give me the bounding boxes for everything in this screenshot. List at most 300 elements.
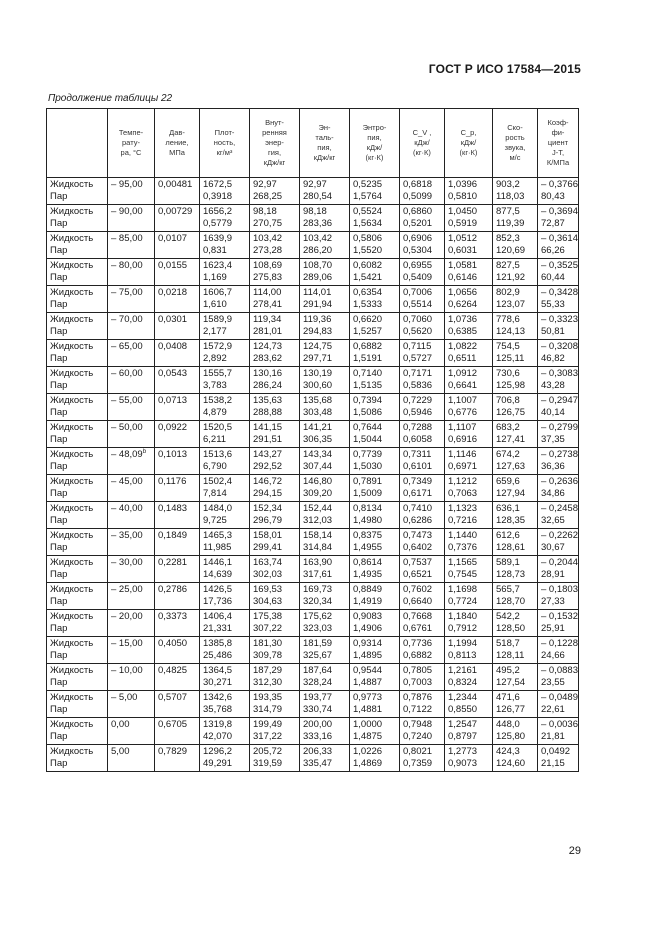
temperature-cell-value: 5,00 (111, 746, 130, 757)
sound-speed-cell (493, 556, 538, 583)
entropy-cell (350, 286, 400, 313)
jt-coefficient-cell (538, 691, 579, 718)
jt-coefficient-cell-value: 72,87 (541, 218, 565, 229)
column-header-line: J-T, (551, 148, 565, 157)
sound-speed-cell-value: 119,39 (496, 218, 525, 229)
page-number: 29 (568, 845, 581, 857)
phase-cell (47, 259, 108, 286)
jt-coefficient-cell-value: 40,14 (541, 407, 565, 418)
entropy-cell-value: 1,5009 (353, 488, 383, 499)
jt-coefficient-cell-value: 22,61 (541, 704, 565, 715)
cp-cell-value: 1,1840 (448, 611, 478, 622)
jt-coefficient-cell-value: 60,44 (541, 272, 565, 283)
column-header-line: Ско- (507, 123, 523, 132)
internal-energy-cell-value: 286,24 (253, 380, 283, 391)
jt-coefficient-cell (538, 448, 579, 475)
enthalpy-cell-value: 193,77 (303, 692, 333, 703)
cv-cell-value: 0,7805 (403, 665, 433, 676)
entropy-cell-value: 0,6882 (353, 341, 383, 352)
density-cell-value: 11,985 (203, 542, 232, 553)
density-cell-value: 1484,0 (203, 503, 233, 514)
cp-cell-value: 1,2773 (448, 746, 478, 757)
table-row (47, 340, 579, 367)
cv-cell-value: 0,6818 (403, 179, 433, 190)
cp-cell (445, 664, 493, 691)
phase-cell-value: Пар (50, 650, 68, 661)
enthalpy-cell (300, 394, 350, 421)
phase-cell-value: Пар (50, 488, 68, 499)
cp-cell-value: 1,2161 (448, 665, 478, 676)
entropy-cell-value: 1,5086 (353, 407, 383, 418)
cv-cell-value: 0,6955 (403, 260, 433, 271)
cv-cell-value: 0,7602 (403, 584, 433, 595)
phase-cell (47, 745, 108, 772)
internal-energy-cell-value: 304,63 (253, 596, 283, 607)
cp-cell-value: 1,1007 (448, 395, 478, 406)
column-header-line: пия, (367, 133, 382, 142)
cv-cell-value: 0,6761 (403, 623, 433, 634)
enthalpy-cell (300, 529, 350, 556)
phase-cell-value: Жидкость (50, 341, 94, 352)
temperature-cell-value: – 85,00 (111, 233, 143, 244)
entropy-cell-value: 0,5806 (353, 233, 383, 244)
pressure-cell (155, 691, 200, 718)
cp-cell-value: 0,6971 (448, 461, 478, 472)
enthalpy-cell-value: 323,03 (303, 623, 333, 634)
cp-cell (445, 286, 493, 313)
density-cell-value: 30,271 (203, 677, 233, 688)
column-header-line: кДж/ (366, 143, 383, 152)
pressure-cell (155, 205, 200, 232)
cp-cell (445, 502, 493, 529)
jt-coefficient-cell (538, 286, 579, 313)
internal-energy-cell (250, 691, 300, 718)
sound-speed-cell-value: 125,98 (496, 380, 526, 391)
entropy-cell-value: 1,5257 (353, 326, 383, 337)
cp-cell-value: 1,0822 (448, 341, 478, 352)
density-cell-value: 1446,1 (203, 557, 233, 568)
temperature-cell-value: – 30,00 (111, 557, 143, 568)
cp-cell-value: 0,7545 (448, 569, 478, 580)
cv-cell-value: 0,7537 (403, 557, 433, 568)
phase-cell-value: Пар (50, 569, 68, 580)
enthalpy-cell (300, 610, 350, 637)
phase-cell-value: Пар (50, 623, 68, 634)
column-header-line: циент (547, 138, 569, 147)
internal-energy-cell-value: 175,38 (253, 611, 283, 622)
phase-cell-value: Пар (50, 407, 68, 418)
enthalpy-cell-value: 317,61 (303, 569, 333, 580)
sound-speed-cell-value: 802,9 (496, 287, 520, 298)
sound-speed-cell-value: 636,1 (496, 503, 520, 514)
phase-cell-value: Жидкость (50, 206, 94, 217)
internal-energy-cell-value: 307,22 (253, 623, 283, 634)
phase-cell-value: Жидкость (50, 449, 94, 460)
table-row (47, 637, 579, 664)
cp-cell-value: 0,7912 (448, 623, 478, 634)
temperature-cell-value: – 55,00 (111, 395, 143, 406)
density-cell (200, 745, 250, 772)
density-cell-value: 1672,5 (203, 179, 233, 190)
enthalpy-cell-value: 146,80 (303, 476, 333, 487)
density-cell-value: 1385,8 (203, 638, 233, 649)
entropy-cell (350, 340, 400, 367)
cp-cell (445, 637, 493, 664)
internal-energy-cell-value: 130,16 (253, 368, 283, 379)
cp-cell (445, 529, 493, 556)
phase-cell (47, 394, 108, 421)
internal-energy-cell (250, 664, 300, 691)
phase-cell (47, 367, 108, 394)
temperature-cell (108, 637, 155, 664)
cp-cell-value: 0,8550 (448, 704, 478, 715)
cv-cell-value: 0,7006 (403, 287, 433, 298)
enthalpy-cell-value: 175,62 (303, 611, 333, 622)
cv-cell (400, 448, 445, 475)
cv-cell (400, 313, 445, 340)
entropy-cell-value: 0,7891 (353, 476, 383, 487)
cv-cell-value: 0,8021 (403, 746, 433, 757)
enthalpy-cell (300, 556, 350, 583)
entropy-cell (350, 394, 400, 421)
pressure-cell (155, 475, 200, 502)
cp-cell-value: 1,2344 (448, 692, 478, 703)
enthalpy-cell (300, 583, 350, 610)
entropy-cell-value: 1,5333 (353, 299, 383, 310)
entropy-cell (350, 421, 400, 448)
phase-cell-value: Пар (50, 704, 68, 715)
column-header-line: таль- (315, 133, 334, 142)
pressure-cell (155, 556, 200, 583)
jt-coefficient-cell-value: 24,66 (541, 650, 565, 661)
entropy-cell-value: 0,7739 (353, 449, 383, 460)
column-header-line: кДж/ (460, 138, 477, 147)
pressure-cell (155, 745, 200, 772)
column-header-line: Плот- (214, 128, 235, 137)
enthalpy-cell-value: 309,20 (303, 488, 333, 499)
phase-cell-value: Жидкость (50, 260, 94, 271)
cp-cell (445, 205, 493, 232)
temperature-cell (108, 340, 155, 367)
pressure-cell (155, 610, 200, 637)
cp-cell (445, 556, 493, 583)
sound-speed-cell (493, 367, 538, 394)
cv-cell (400, 421, 445, 448)
density-cell-value: 21,331 (203, 623, 233, 634)
phase-cell-value: Пар (50, 353, 68, 364)
sound-speed-cell (493, 205, 538, 232)
internal-energy-cell-value: 98,18 (253, 206, 277, 217)
cp-cell-value: 1,1146 (448, 449, 477, 460)
table-row (47, 178, 579, 205)
entropy-cell-value: 1,5634 (353, 218, 383, 229)
enthalpy-cell-value: 98,18 (303, 206, 327, 217)
internal-energy-cell-value: 119,34 (253, 314, 282, 325)
column-header-line: ренняя (262, 128, 287, 137)
internal-energy-cell-value: 103,42 (253, 233, 283, 244)
temperature-cell-value: – 60,00 (111, 368, 143, 379)
pressure-cell-value: 0,0713 (158, 395, 188, 406)
temperature-cell (108, 448, 155, 475)
jt-coefficient-cell-value: 80,43 (541, 191, 565, 202)
entropy-cell-value: 1,5421 (353, 272, 383, 283)
enthalpy-cell-value: 283,36 (303, 218, 333, 229)
jt-coefficient-cell (538, 313, 579, 340)
cp-cell-value: 0,6264 (448, 299, 478, 310)
sound-speed-cell-value: 127,94 (496, 488, 526, 499)
sound-speed-cell-value: 128,50 (496, 623, 526, 634)
internal-energy-cell-value: 146,72 (253, 476, 283, 487)
cv-cell-value: 0,6171 (403, 488, 433, 499)
internal-energy-cell-value: 163,74 (253, 557, 283, 568)
internal-energy-cell-value: 199,49 (253, 719, 283, 730)
cv-cell-value: 0,5099 (403, 191, 433, 202)
density-cell-value: 35,768 (203, 704, 233, 715)
sound-speed-cell (493, 394, 538, 421)
jt-coefficient-cell-value: – 0,2947 (541, 395, 578, 406)
enthalpy-cell-value: 141,21 (303, 422, 333, 433)
jt-coefficient-cell (538, 178, 579, 205)
sound-speed-cell-value: 118,03 (496, 191, 525, 202)
internal-energy-cell-value: 108,69 (253, 260, 283, 271)
phase-cell-value: Жидкость (50, 692, 94, 703)
internal-energy-cell-value: 314,79 (253, 704, 283, 715)
jt-coefficient-cell-value: – 0,3694 (541, 206, 578, 217)
sound-speed-cell-value: 126,75 (496, 407, 526, 418)
cp-cell-value: 0,6385 (448, 326, 478, 337)
pressure-cell (155, 583, 200, 610)
cv-cell (400, 205, 445, 232)
pressure-cell-value: 0,0107 (158, 233, 188, 244)
cv-cell-value: 0,7288 (403, 422, 433, 433)
enthalpy-cell (300, 475, 350, 502)
entropy-cell-value: 1,5135 (353, 380, 383, 391)
cp-cell-value: 0,6511 (448, 353, 477, 364)
cv-cell-value: 0,7359 (403, 758, 433, 769)
phase-cell-value: Жидкость (50, 638, 94, 649)
density-cell-value: 1513,6 (203, 449, 233, 460)
enthalpy-cell (300, 232, 350, 259)
density-cell (200, 178, 250, 205)
sound-speed-cell (493, 286, 538, 313)
internal-energy-cell (250, 340, 300, 367)
pressure-cell-value: 0,6705 (158, 719, 188, 730)
density-cell (200, 475, 250, 502)
cv-cell (400, 340, 445, 367)
density-cell-value: 1555,7 (203, 368, 233, 379)
entropy-cell-value: 0,8375 (353, 530, 383, 541)
cv-cell-value: 0,6640 (403, 596, 433, 607)
temperature-cell (108, 286, 155, 313)
jt-coefficient-cell-value: 66,26 (541, 245, 565, 256)
temperature-cell-value: – 95,00 (111, 179, 143, 190)
column-header-line: рость (505, 133, 525, 142)
column-header (300, 109, 350, 178)
properties-table (46, 108, 579, 772)
cp-cell-value: 0,7376 (448, 542, 478, 553)
density-cell (200, 259, 250, 286)
entropy-cell-value: 0,9544 (353, 665, 383, 676)
entropy-cell-value: 1,4895 (353, 650, 383, 661)
jt-coefficient-cell-value: – 0,0883 (541, 665, 578, 676)
sound-speed-cell-value: 827,5 (496, 260, 520, 271)
cv-cell (400, 718, 445, 745)
cv-cell-value: 0,6101 (403, 461, 433, 472)
density-cell-value: 1502,4 (203, 476, 233, 487)
internal-energy-cell (250, 205, 300, 232)
internal-energy-cell-value: 288,88 (253, 407, 283, 418)
density-cell-value: 1623,4 (203, 260, 233, 271)
enthalpy-cell (300, 286, 350, 313)
entropy-cell-value: 0,8849 (353, 584, 383, 595)
table-row (47, 745, 579, 772)
density-cell-value: 1589,9 (203, 314, 233, 325)
jt-coefficient-cell-value: – 0,0036 (541, 719, 578, 730)
phase-cell-value: Жидкость (50, 611, 94, 622)
cv-cell-value: 0,7473 (403, 530, 433, 541)
temperature-cell (108, 610, 155, 637)
density-cell (200, 610, 250, 637)
jt-coefficient-cell-value: 21,81 (541, 731, 565, 742)
enthalpy-cell (300, 313, 350, 340)
jt-coefficient-cell-value: – 0,1228 (541, 638, 578, 649)
jt-coefficient-cell-value: – 0,3208 (541, 341, 578, 352)
entropy-cell-value: 0,8614 (353, 557, 383, 568)
column-header-line: Дав- (169, 128, 185, 137)
phase-cell-value: Жидкость (50, 368, 94, 379)
column-header-line: Коэф- (547, 118, 569, 127)
table-row (47, 610, 579, 637)
phase-cell-value: Пар (50, 731, 68, 742)
internal-energy-cell (250, 367, 300, 394)
column-header (155, 109, 200, 178)
internal-energy-cell (250, 556, 300, 583)
internal-energy-cell (250, 448, 300, 475)
density-cell-value: 1465,3 (203, 530, 233, 541)
jt-coefficient-cell (538, 502, 579, 529)
density-cell (200, 664, 250, 691)
pressure-cell-value: 0,0408 (158, 341, 188, 352)
density-cell-value: 1342,6 (203, 692, 233, 703)
column-header-line: м/с (509, 153, 521, 162)
pressure-cell-value: 0,1849 (158, 530, 188, 541)
phase-cell-value: Пар (50, 272, 68, 283)
sound-speed-cell-value: 448,0 (496, 719, 520, 730)
jt-coefficient-cell-value: – 0,2636 (541, 476, 578, 487)
jt-coefficient-cell-value: – 0,2799 (541, 422, 578, 433)
pressure-cell (155, 448, 200, 475)
phase-cell-value: Пар (50, 380, 68, 391)
enthalpy-cell-value: 328,24 (303, 677, 333, 688)
internal-energy-cell-value: 275,83 (253, 272, 283, 283)
density-cell-value: 9,725 (203, 515, 227, 526)
density-cell (200, 286, 250, 313)
jt-coefficient-cell-value: 43,28 (541, 380, 565, 391)
internal-energy-cell-value: 169,53 (253, 584, 283, 595)
cv-cell (400, 367, 445, 394)
sound-speed-cell-value: 542,2 (496, 611, 520, 622)
cp-cell-value: 0,7216 (448, 515, 478, 526)
pressure-cell-value: 0,7829 (158, 746, 188, 757)
sound-speed-cell (493, 637, 538, 664)
entropy-cell-value: 0,8134 (353, 503, 383, 514)
phase-cell (47, 286, 108, 313)
internal-energy-cell-value: 114,00 (253, 287, 282, 298)
phase-cell-value: Жидкость (50, 746, 94, 757)
phase-cell (47, 340, 108, 367)
table-row (47, 232, 579, 259)
sound-speed-cell (493, 448, 538, 475)
sound-speed-cell-value: 125,80 (496, 731, 526, 742)
sound-speed-cell-value: 124,13 (496, 326, 526, 337)
enthalpy-cell-value: 306,35 (303, 434, 333, 445)
cv-cell-value: 0,6058 (403, 434, 433, 445)
cp-cell (445, 691, 493, 718)
internal-energy-cell (250, 178, 300, 205)
cv-cell (400, 178, 445, 205)
jt-coefficient-cell-value: 32,65 (541, 515, 565, 526)
sound-speed-cell-value: 852,3 (496, 233, 520, 244)
sound-speed-cell-value: 471,6 (496, 692, 520, 703)
cp-cell-value: 0,6146 (448, 272, 478, 283)
enthalpy-cell (300, 178, 350, 205)
cv-cell (400, 691, 445, 718)
cp-cell-value: 0,6916 (448, 434, 478, 445)
cp-cell (445, 367, 493, 394)
internal-energy-cell (250, 286, 300, 313)
sound-speed-cell (493, 691, 538, 718)
temperature-cell-value: 0,00 (111, 719, 130, 730)
entropy-cell-value: 1,5520 (353, 245, 383, 256)
enthalpy-cell-value: 307,44 (303, 461, 333, 472)
cp-cell-value: 0,5919 (448, 218, 478, 229)
sound-speed-cell (493, 421, 538, 448)
cp-cell-value: 1,0512 (448, 233, 478, 244)
density-cell-value: 1656,2 (203, 206, 233, 217)
cv-cell-value: 0,7876 (403, 692, 433, 703)
entropy-cell-value: 0,7140 (353, 368, 383, 379)
jt-coefficient-cell-value: – 0,2458 (541, 503, 578, 514)
cv-cell-value: 0,6286 (403, 515, 433, 526)
pressure-cell (155, 529, 200, 556)
sound-speed-cell-value: 128,70 (496, 596, 526, 607)
enthalpy-cell-value: 158,14 (303, 530, 333, 541)
phase-cell (47, 475, 108, 502)
phase-cell-value: Пар (50, 299, 68, 310)
density-cell (200, 448, 250, 475)
sound-speed-cell-value: 778,6 (496, 314, 520, 325)
jt-coefficient-cell (538, 340, 579, 367)
phase-cell (47, 637, 108, 664)
entropy-cell-value: 0,5235 (353, 179, 383, 190)
phase-cell-value: Пар (50, 434, 68, 445)
temperature-cell-value: – 10,00 (111, 665, 143, 676)
density-cell-value: 42,070 (203, 731, 233, 742)
phase-cell-value: Пар (50, 191, 68, 202)
density-cell-value: 1319,8 (203, 719, 233, 730)
cv-cell-value: 0,7003 (403, 677, 433, 688)
column-header-line: фи- (551, 128, 565, 137)
cv-cell (400, 637, 445, 664)
column-header (200, 109, 250, 178)
jt-coefficient-cell-value: – 0,0489 (541, 692, 578, 703)
jt-coefficient-cell (538, 367, 579, 394)
phase-cell (47, 421, 108, 448)
enthalpy-cell-value: 206,33 (303, 746, 333, 757)
pressure-cell-value: 0,1013 (158, 449, 188, 460)
footnote-marker: b (142, 448, 147, 455)
cv-cell-value: 0,5514 (403, 299, 433, 310)
